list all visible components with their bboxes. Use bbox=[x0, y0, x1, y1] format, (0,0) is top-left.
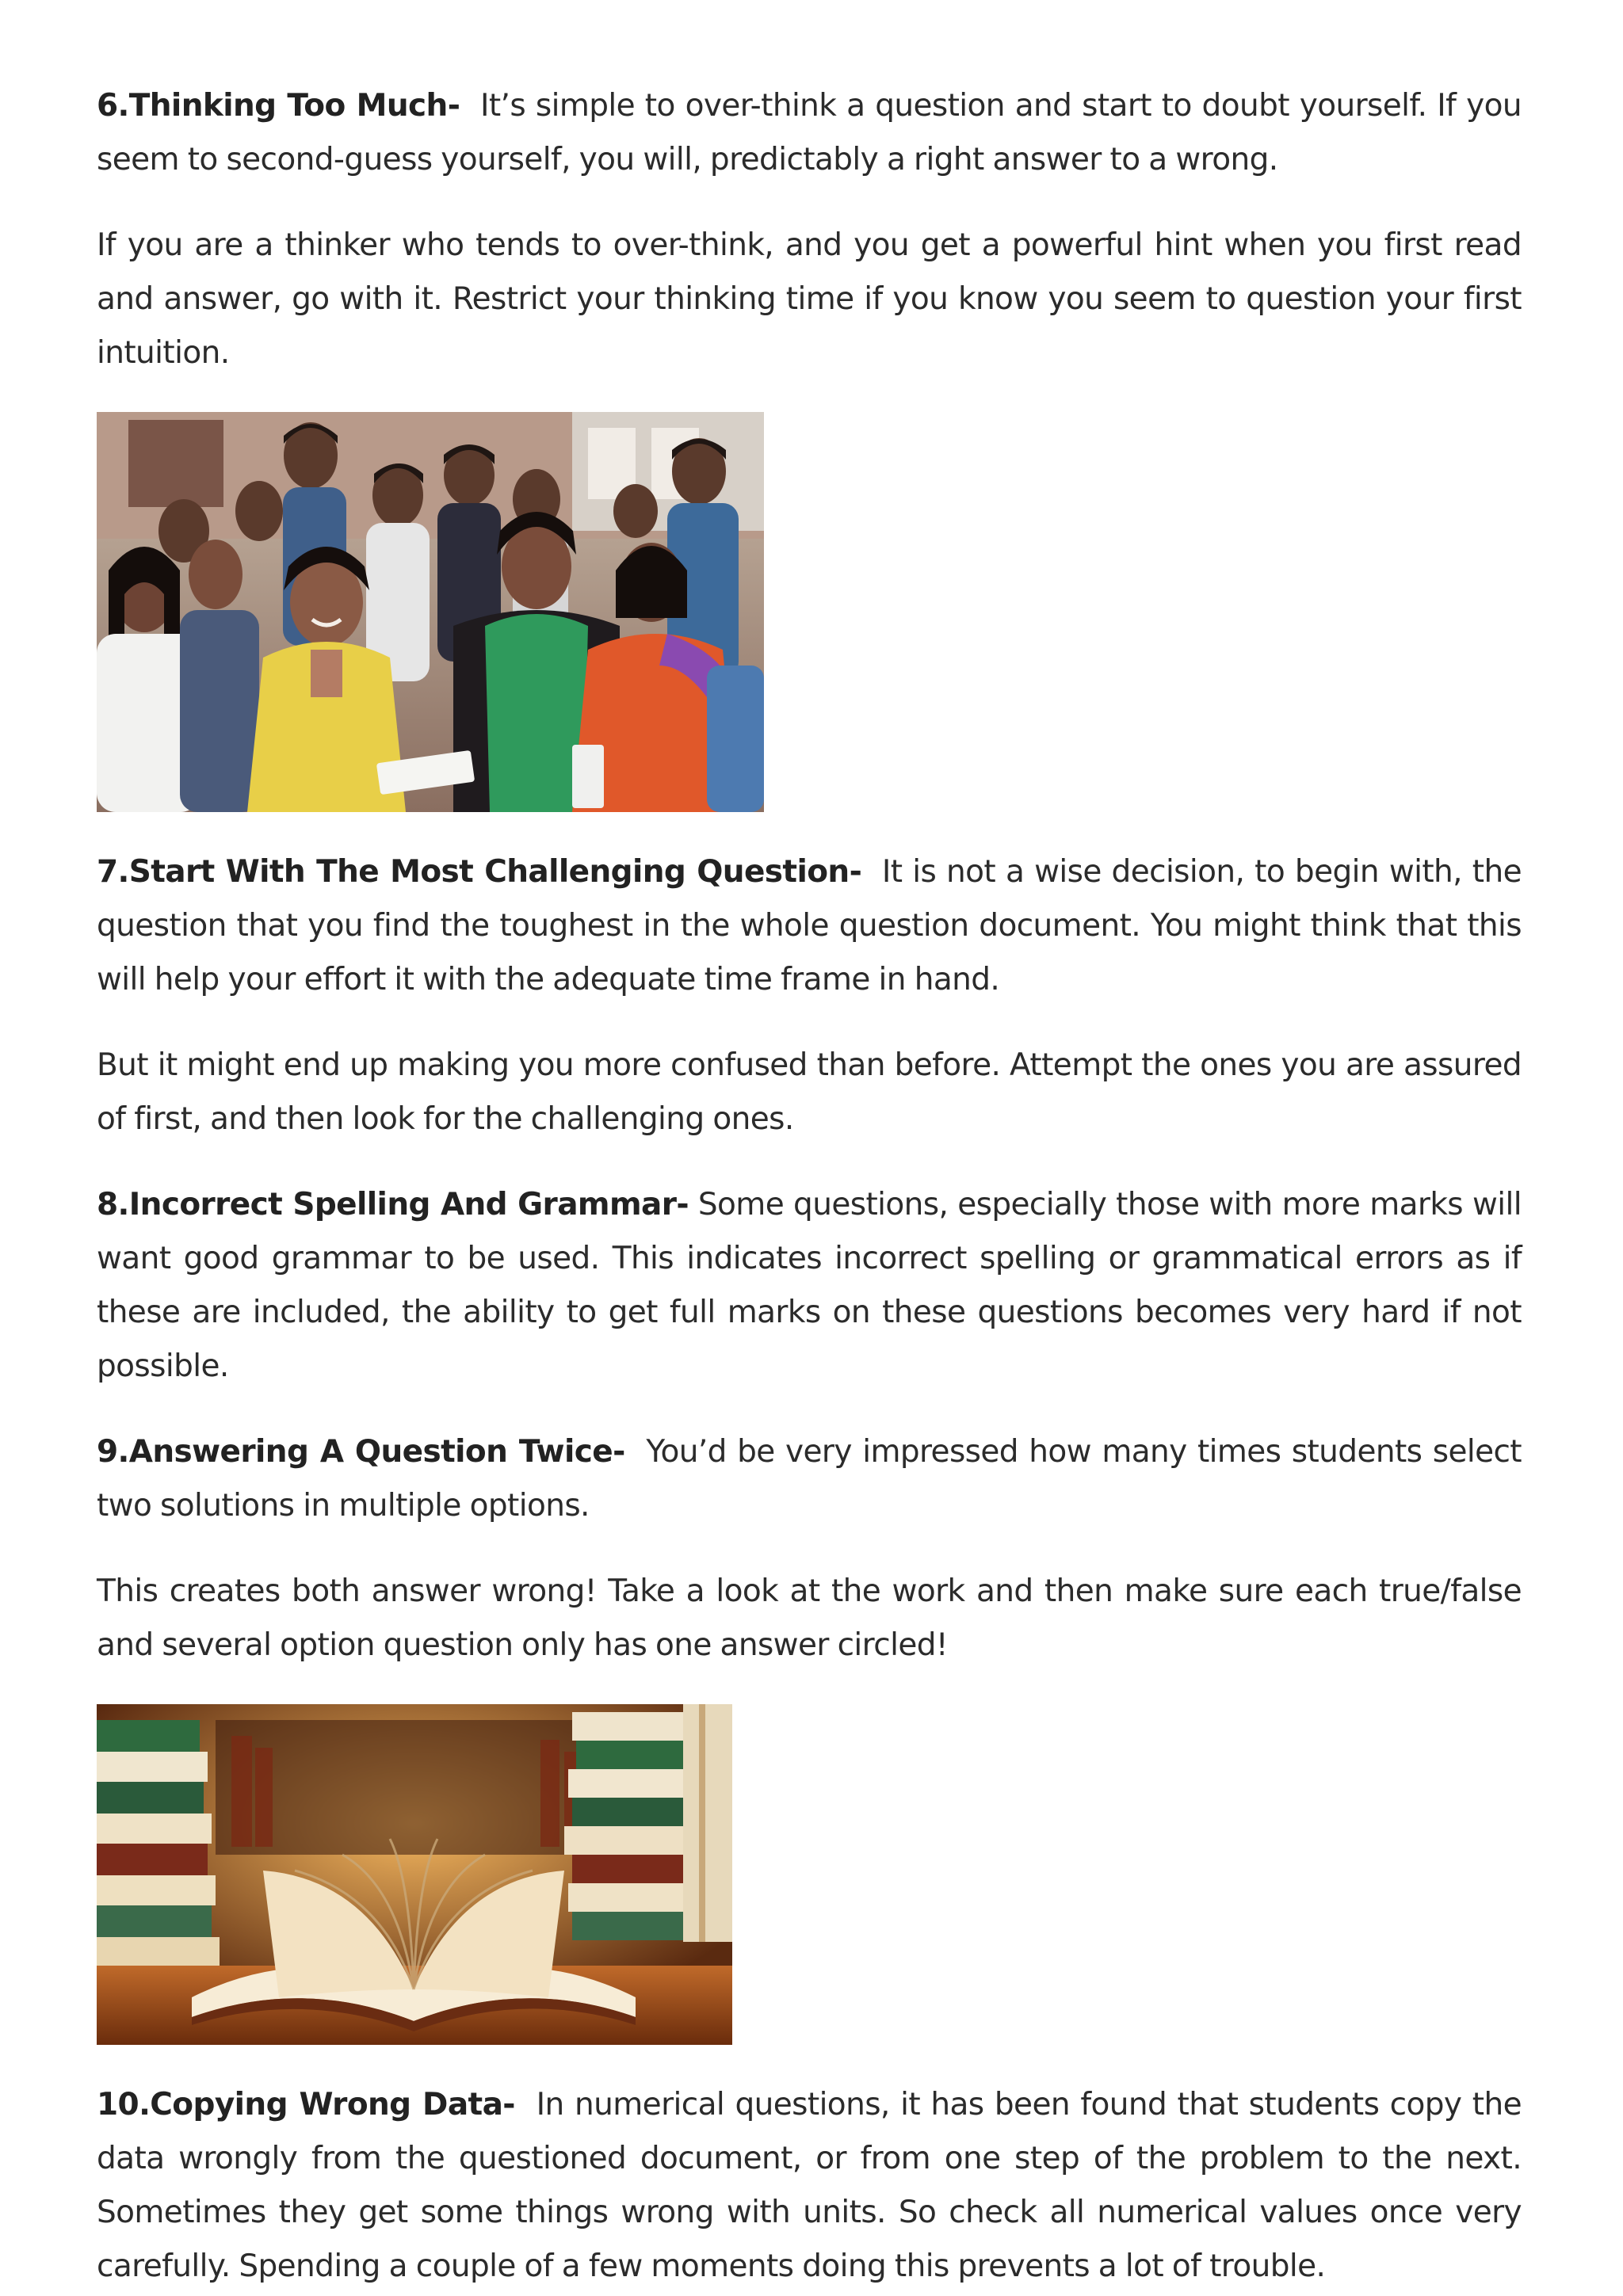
section-7-text-2: But it might end up making you more confused than before. Attempt the ones you are assured of first, and then look for the challenging ones. bbox=[97, 1047, 1522, 1137]
section-9-paragraph-1 bbox=[97, 1425, 1522, 1533]
section-6-text-2: If you are a thinker who tends to over-think, and you get a powerful hint when you first read and answer, go with it. Restrict your thinking time if you know you seem to question your first intuition. bbox=[97, 227, 1522, 371]
section-8-text-1: Some questions, especially those with more marks will want good grammar to be used. This indicates incorrect spelling or grammatical errors as if these are included, the ability to get full marks on these questions becomes very hard if not possible. bbox=[97, 1187, 1522, 1384]
students-photo bbox=[97, 412, 764, 812]
section-6-heading: 6.Thinking Too Much- bbox=[97, 88, 460, 124]
section-6-paragraph-1 bbox=[97, 79, 1522, 187]
section-7-paragraph-1 bbox=[97, 845, 1522, 1007]
section-9-text-1: You’d be very impressed how many times students select two solutions in multiple options. bbox=[97, 1434, 1522, 1524]
section-7-text-1: It is not a wise decision, to begin with, the question that you find the toughest in the whole question document. You might think that this will help your effort it with the adequate time frame in hand. bbox=[97, 854, 1522, 997]
section-9-text-2: This creates both answer wrong! Take a look at the work and then make sure each true/false and several option question only has one answer circled! bbox=[97, 1573, 1522, 1663]
section-10-heading: 10.Copying Wrong Data- bbox=[97, 2087, 515, 2122]
section-8-heading: 8.Incorrect Spelling And Grammar- bbox=[97, 1187, 689, 1222]
section-9-heading: 9.Answering A Question Twice- bbox=[97, 1434, 625, 1470]
section-6-paragraph-2 bbox=[97, 219, 1522, 380]
section-10-text-1: In numerical questions, it has been found that students copy the data wrongly from the questioned document, or from one step of the problem to the next. Sometimes they get some things wrong with units. So check all numerical values once very carefully. Spending a couple of a few moments doing this prevents a lot of trouble. bbox=[97, 2087, 1522, 2284]
section-6-text-1: It’s simple to over-think a question and start to doubt yourself. If you seem to second-guess yourself, you will, predictably a right answer to a wrong. bbox=[97, 88, 1522, 177]
section-10-paragraph-1 bbox=[97, 2078, 1522, 2294]
section-7-paragraph-2 bbox=[97, 1039, 1522, 1146]
section-9-paragraph-2 bbox=[97, 1565, 1522, 1672]
section-7-heading: 7.Start With The Most Challenging Question- bbox=[97, 854, 862, 890]
books-photo bbox=[97, 1704, 732, 2045]
section-8-paragraph-1 bbox=[97, 1178, 1522, 1394]
